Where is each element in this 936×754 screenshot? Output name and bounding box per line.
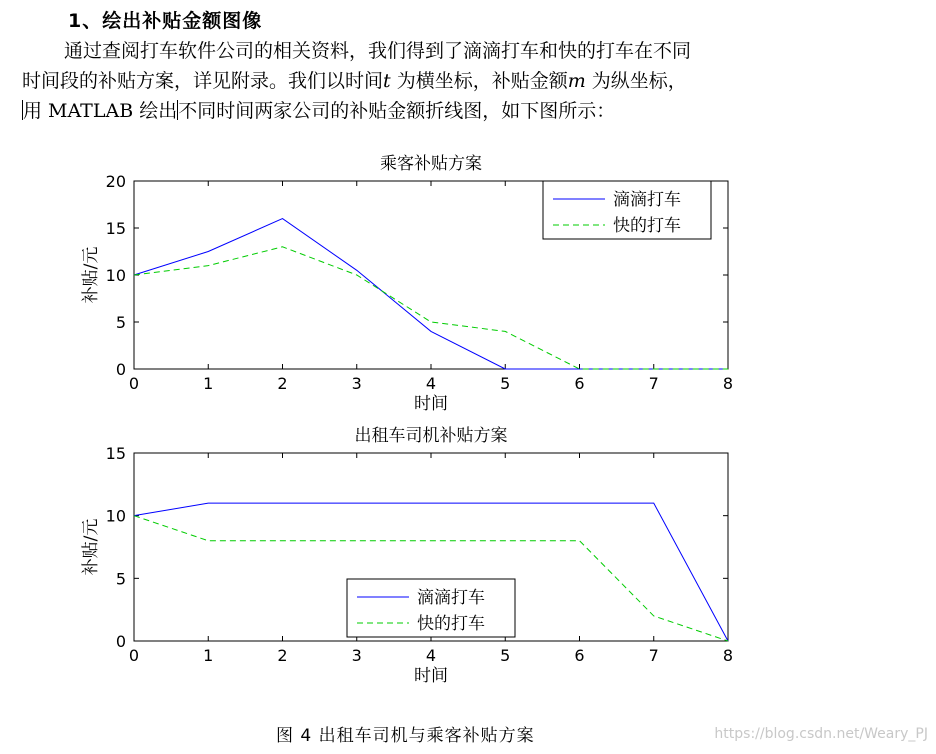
y-tick-label: 15 [105, 219, 126, 238]
legend-label: 滴滴打车 [613, 190, 681, 210]
paragraph-line-2 [22, 66, 922, 93]
legend-label: 快的打车 [417, 614, 485, 634]
y-tick-label: 20 [105, 172, 126, 191]
x-tick-label: 7 [648, 374, 659, 393]
text-segment: 为纵坐标， [591, 70, 687, 92]
x-tick-label: 1 [203, 374, 214, 393]
y-tick-label: 10 [105, 266, 126, 285]
chart-2 [134, 453, 728, 641]
y-tick-label: 5 [115, 313, 126, 332]
y-axis-label: 补贴/元 [81, 246, 101, 304]
variable-m: m [567, 70, 586, 92]
x-axis-label: 时间 [414, 394, 448, 414]
x-tick-label: 4 [425, 646, 437, 665]
x-tick-label: 0 [128, 646, 140, 665]
x-axis-label: 时间 [414, 666, 448, 686]
legend-label: 滴滴打车 [417, 588, 485, 608]
x-tick-label: 0 [128, 374, 140, 393]
text-segment: 时间段的补贴方案，详见附录。我们以时间 [22, 70, 384, 92]
watermark: https://blog.csdn.net/Weary_PJ [714, 726, 928, 742]
paragraph-line-1: 通过查阅打车软件公司的相关资料，我们得到了滴滴打车和快的打车在不同 [64, 40, 692, 62]
y-tick-label: 10 [105, 506, 126, 526]
x-tick-label: 3 [351, 646, 362, 665]
x-tick-label: 5 [500, 374, 511, 393]
x-tick-label: 6 [574, 646, 585, 665]
y-tick-label: 0 [115, 360, 126, 379]
variable-t: t [383, 70, 391, 92]
legend-label: 快的打车 [613, 216, 681, 236]
x-tick-label: 4 [425, 374, 437, 393]
section-heading: 1、绘出补贴金额图像 [68, 10, 263, 32]
figure-caption: 图 4 出租车司机与乘客补贴方案 [276, 726, 535, 746]
x-tick-label: 8 [722, 374, 734, 393]
x-tick-label: 2 [277, 374, 288, 393]
x-tick-label: 8 [722, 646, 734, 665]
y-tick-label: 15 [105, 444, 126, 463]
text-segment: 用 MATLAB 绘出 [23, 100, 178, 122]
x-tick-label: 1 [203, 646, 214, 665]
y-tick-label: 0 [115, 632, 126, 651]
paragraph-line-3 [22, 96, 922, 123]
text-segment: 不同时间两家公司的补贴金额折线图，如下图所示： [178, 100, 616, 122]
y-axis-label: 补贴/元 [81, 518, 101, 576]
text-segment: 为横坐标，补贴金额 [396, 70, 568, 92]
x-tick-label: 6 [574, 374, 585, 393]
chart-title: 乘客补贴方案 [380, 154, 482, 174]
y-tick-label: 5 [115, 569, 126, 589]
figure-charts [0, 140, 936, 710]
x-tick-label: 5 [500, 646, 511, 665]
x-tick-label: 7 [648, 646, 659, 665]
x-tick-label: 2 [277, 646, 288, 665]
x-tick-label: 3 [351, 374, 362, 393]
chart-title: 出租车司机补贴方案 [354, 426, 508, 446]
